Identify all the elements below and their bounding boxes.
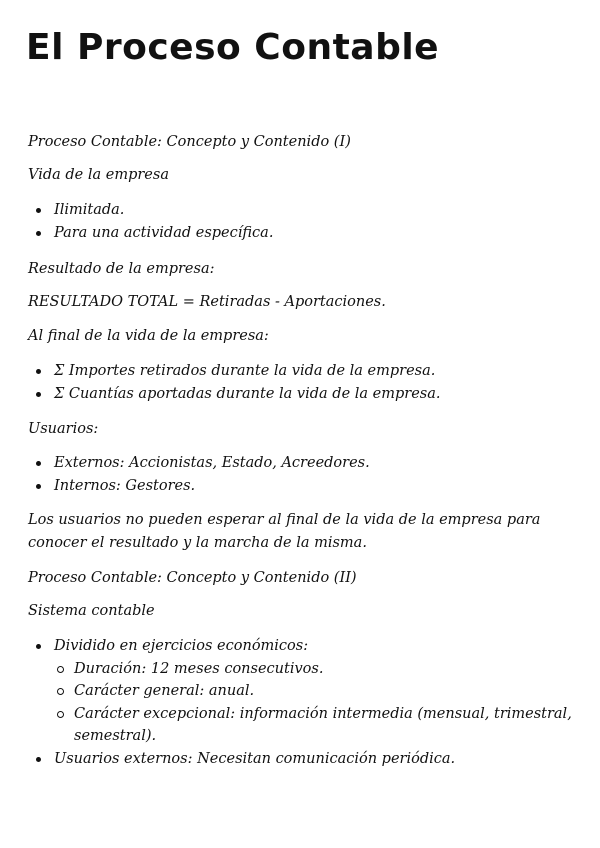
sub-list-item: Carácter general: anual. xyxy=(54,680,580,703)
list-item: Externos: Accionistas, Estado, Acreedores. xyxy=(28,452,580,475)
usuarios-list xyxy=(28,452,580,497)
list-item: Usuarios externos: Necesitan comunicación periódica. xyxy=(28,748,580,771)
resultado-label: Resultado de la empresa: xyxy=(28,261,215,277)
list-item: Internos: Gestores. xyxy=(28,475,580,498)
usuarios-paragraph: Los usuarios no pueden esperar al final de la vida de la empresa para conocer el resultado y la marcha de la misma. xyxy=(28,512,541,551)
final-label: Al final de la vida de la empresa: xyxy=(28,328,269,344)
list-item: Σ Importes retirados durante la vida de la empresa. xyxy=(28,360,580,383)
list-item: Ilimitada. xyxy=(28,199,580,222)
section-heading-2: Proceso Contable: Concepto y Contenido (II) xyxy=(28,570,357,586)
final-list xyxy=(28,360,580,405)
sistema-label: Sistema contable xyxy=(28,603,155,619)
vida-list xyxy=(28,199,580,244)
section-heading-1: Proceso Contable: Concepto y Contenido (I) xyxy=(28,134,351,150)
list-item xyxy=(28,635,580,748)
sub-list-item: Duración: 12 meses consecutivos. xyxy=(54,658,580,681)
list-item: Σ Cuantías aportadas durante la vida de la empresa. xyxy=(28,383,580,406)
usuarios-label: Usuarios: xyxy=(28,421,99,437)
list-item: Para una actividad específica. xyxy=(28,222,580,245)
sistema-list xyxy=(28,635,580,770)
page-title: El Proceso Contable xyxy=(26,27,440,68)
vida-label: Vida de la empresa xyxy=(28,167,169,183)
list-item-text: Dividido en ejercicios económicos: xyxy=(54,638,309,654)
sistema-sublist xyxy=(54,658,580,748)
sub-list-item: Carácter excepcional: información intermedia (mensual, trimestral, semestral). xyxy=(54,703,580,748)
resultado-formula: RESULTADO TOTAL = Retiradas - Aportaciones. xyxy=(28,294,386,310)
